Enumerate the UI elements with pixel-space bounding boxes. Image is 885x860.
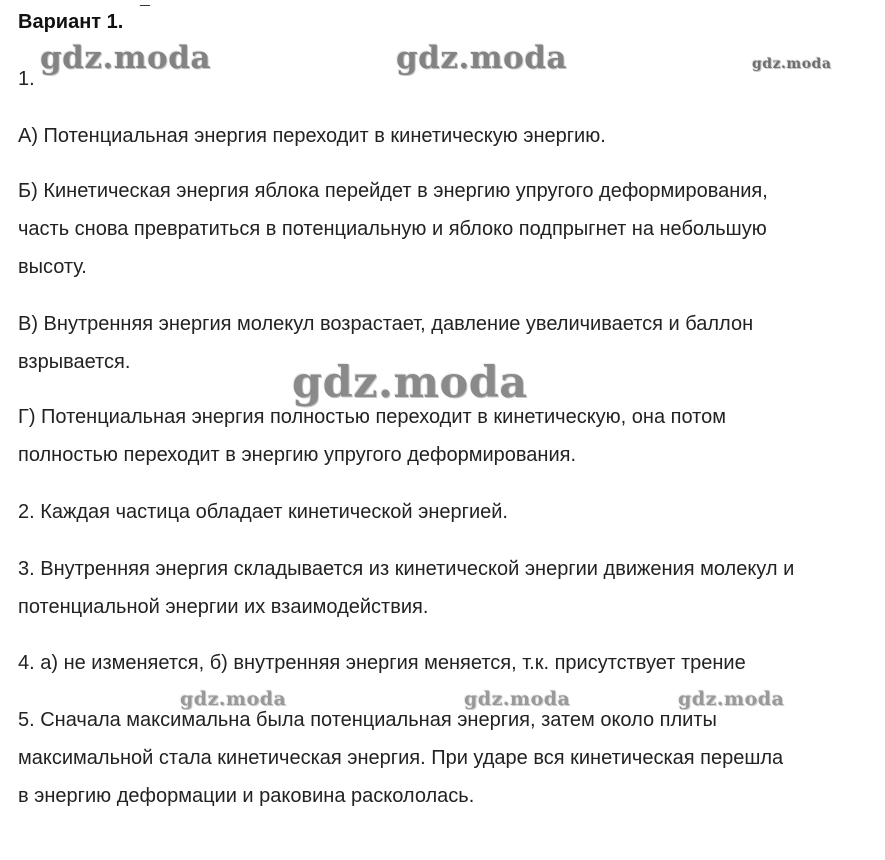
watermark-logo: gdz.moda: [752, 56, 832, 72]
answer-2: 2. Каждая частица обладает кинетической энергией.: [18, 501, 508, 523]
answer-1v-line-2: взрывается.: [18, 351, 131, 373]
answer-5-line-3: в энергию деформации и раковина раскололась.: [18, 785, 475, 807]
watermark-logo: gdz.moda: [40, 40, 211, 76]
question-1-number: 1.: [18, 68, 35, 90]
watermark-logo: gdz.moda: [396, 40, 567, 76]
heading-mark: ¯: [140, 3, 150, 23]
answer-4: 4. а) не изменяется, б) внутренняя энергия меняется, т.к. присутствует трение: [18, 652, 746, 674]
variant-heading: Вариант 1.: [18, 11, 124, 33]
answer-5-line-1: 5. Сначала максимальна была потенциальная энергия, затем около плиты: [18, 709, 717, 731]
answer-1g-line-1: Г) Потенциальная энергия полностью переходит в кинетическую, она потом: [18, 406, 726, 428]
watermark-logo: gdz.moda: [180, 688, 287, 710]
watermark-logo: gdz.moda: [292, 358, 528, 408]
watermark-logo: gdz.moda: [464, 688, 571, 710]
answer-1b-line-2: часть снова превратиться в потенциальную и яблоко подпрыгнет на небольшую: [18, 218, 767, 240]
answer-5-line-2: максимальной стала кинетическая энергия. При ударе вся кинетическая перешла: [18, 747, 784, 769]
answer-1a: А) Потенциальная энергия переходит в кинетическую энергию.: [18, 125, 606, 147]
answer-1b-line-1: Б) Кинетическая энергия яблока перейдет в энергию упругого деформирования,: [18, 180, 768, 202]
answer-1v-line-1: В) Внутренняя энергия молекул возрастает, давление увеличивается и баллон: [18, 313, 754, 335]
watermark-logo: gdz.moda: [678, 688, 785, 710]
answer-1b-line-3: высоту.: [18, 256, 87, 278]
answer-1g-line-2: полностью переходит в энергию упругого деформирования.: [18, 444, 576, 466]
answer-3-line-2: потенциальной энергии их взаимодействия.: [18, 596, 429, 618]
answer-3-line-1: 3. Внутренняя энергия складывается из кинетической энергии движения молекул и: [18, 558, 795, 580]
